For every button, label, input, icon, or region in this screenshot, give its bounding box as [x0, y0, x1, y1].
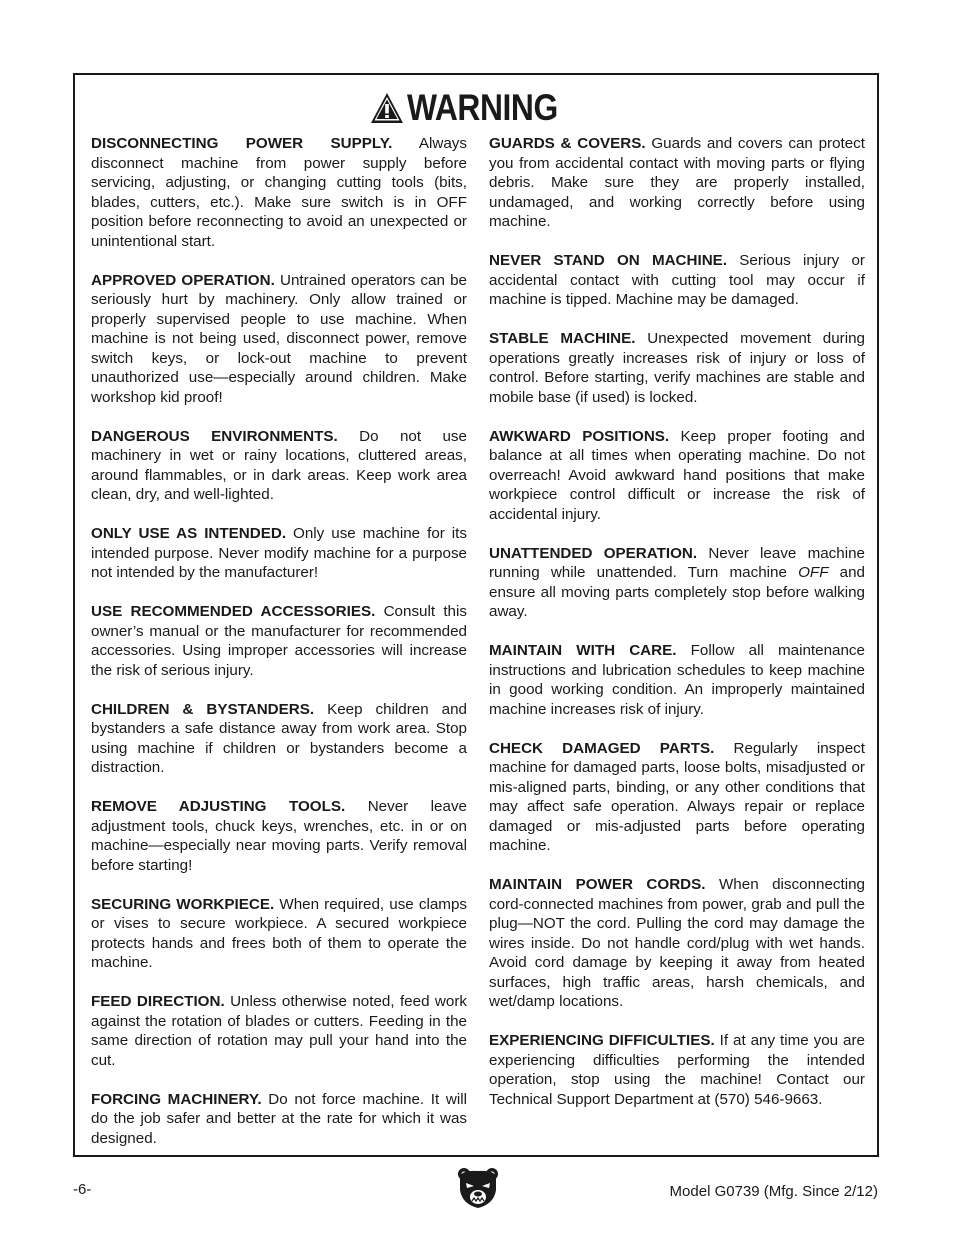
right-column — [489, 134, 865, 1129]
item-body: Only use machine for its intended purpose. Never modify machine for a purpose not intended by the manufacturer! — [91, 525, 467, 581]
warning-heading — [75, 89, 877, 126]
safety-item — [91, 992, 467, 1070]
item-title: APPROVED OPERATION. — [91, 271, 275, 289]
item-body: Unexpected movement during operations greatly increases risk of injury or loss of control. Before starting, verify machines are stable and mobile base (if used) is locked. — [489, 330, 865, 406]
item-body: If at any time you are experiencing difficulties performing the intended operation, stop using the machine! Contact our Technical Support Department at (570) 546-9663. — [489, 1032, 865, 1108]
item-body: Do not use machinery in wet or rainy locations, cluttered areas, around flammables, or in dark areas. Keep work area clean, dry, and well-lighted. — [91, 427, 467, 503]
safety-item — [91, 1090, 467, 1149]
item-title: UNATTENDED OPERATION. — [489, 544, 698, 562]
item-body: Consult this owner’s manual or the manufacturer for recommended accessories. Using improper accessories will increase the risk of serious injury. — [91, 603, 467, 679]
item-body: When disconnecting cord-connected machines from power, grab and pull the plug—NOT the cord. Pulling the cord may damage the wires inside. Do not handle cord/plug with wet hands. Avoid cord damage by keeping it away from heated surfaces, high traffic areas, harsh chemicals, and wet/damp locations. — [489, 876, 865, 1010]
item-body: Guards and covers can protect you from accidental contact with moving parts or flying debris. Make sure they are properly installed, undamaged, and working correctly before using machine. — [489, 135, 865, 230]
safety-item — [489, 641, 865, 719]
safety-item — [91, 271, 467, 408]
item-title: STABLE MACHINE. — [489, 330, 636, 347]
item-body: Follow all maintenance instructions and lubrication schedules to keep machine in good working condition. An improperly maintained machine increases risk of injury. — [489, 642, 865, 718]
safety-item — [91, 797, 467, 875]
safety-item — [489, 427, 865, 525]
safety-item — [489, 875, 865, 1012]
warning-title: WARNING — [407, 87, 559, 128]
item-body: Keep proper footing and balance at all times when operating machine. Do not overreach! Avoid awkward hand positions that make workpiece control difficult or increase the risk of accidental injury. — [489, 427, 865, 523]
item-title: REMOVE ADJUSTING TOOLS. — [91, 798, 346, 815]
left-column — [91, 134, 467, 1168]
item-body: Untrained operators can be seriously hurt by machinery. Only allow trained or properly supervised people to use machine. When machine is not being used, disconnect power, remove switch keys, or lock-out machine to prevent unauthorized use—especially around children. Make workshop kid proof! — [91, 271, 467, 406]
item-body: Regularly inspect machine for damaged parts, loose bolts, misadjusted or mis-aligned parts, binding, or any other conditions that may affect safe operation. Always repair or replace damaged or mis-adjusted parts before operating machine. — [489, 739, 865, 854]
safety-item — [489, 134, 865, 232]
safety-item — [91, 895, 467, 973]
item-title: GUARDS & COVERS. — [489, 135, 646, 152]
item-title: AWKWARD POSITIONS. — [489, 427, 670, 445]
safety-item — [489, 329, 865, 407]
item-body: Always disconnect machine from power supply before servicing, adjusting, or changing cutting tools (bits, blades, cutters, etc.). Make sure switch is in OFF position before reconnecting to avoid an unexpected or unintentional start. — [91, 135, 467, 250]
item-title: FORCING MACHINERY. — [91, 1090, 262, 1108]
item-title: FEED DIRECTION. — [91, 993, 225, 1010]
safety-item — [91, 134, 467, 251]
item-title: EXPERIENCING DIFFICULTIES. — [489, 1032, 715, 1049]
safety-item — [91, 524, 467, 583]
item-body: Keep children and bystanders a safe distance away from work area. Stop using machine if children or bystanders become a distraction. — [91, 700, 467, 776]
warning-triangle-icon — [369, 91, 405, 125]
item-title: DISCONNECTING POWER SUPPLY. — [91, 135, 393, 152]
item-title: SECURING WORKPIECE. — [91, 895, 275, 913]
model-label: Model G0739 (Mfg. Since 2/12) — [669, 1183, 878, 1200]
item-title: MAINTAIN POWER CORDS. — [489, 876, 706, 893]
item-title: CHILDREN & BYSTANDERS. — [91, 700, 315, 718]
item-body: Unless otherwise noted, feed work against the rotation of blades or cutters. Feeding in the same direction of rotation may pull your hand into the cut. — [91, 993, 467, 1069]
item-body: When required, use clamps or vises to secure workpiece. A secured workpiece protects hands and frees both of them to operate the machine. — [91, 895, 468, 971]
safety-item — [91, 700, 467, 778]
item-title: DANGEROUS ENVIRONMENTS. — [91, 427, 338, 445]
item-body: Never leave adjustment tools, chuck keys, wrenches, etc. in or on machine—especially near moving parts. Verify removal before starting! — [91, 798, 467, 874]
item-title: USE RECOMMENDED ACCESSORIES. — [91, 603, 376, 620]
item-title: NEVER STAND ON MACHINE. — [489, 252, 728, 269]
item-title: CHECK DAMAGED PARTS. — [489, 739, 715, 757]
safety-item — [91, 427, 467, 505]
warning-box — [73, 73, 879, 1157]
safety-item — [91, 602, 467, 680]
item-body-after: and ensure all moving parts completely stop before walking away. — [489, 564, 865, 620]
bear-logo-icon — [456, 1166, 500, 1210]
item-body: Never leave machine running while unattended. Turn machine — [489, 544, 865, 581]
item-title: ONLY USE AS INTENDED. — [91, 525, 287, 542]
safety-item — [489, 251, 865, 310]
safety-item — [489, 1031, 865, 1109]
safety-item — [489, 739, 865, 856]
off-emphasis: OFF — [798, 564, 829, 581]
item-title: MAINTAIN WITH CARE. — [489, 642, 677, 659]
safety-item — [489, 544, 865, 622]
item-body: Do not force machine. It will do the job safer and better at the rate for which it was designed. — [91, 1090, 467, 1147]
item-body: Serious injury or accidental contact with cutting tool may occur if machine is tipped. Machine may be damaged. — [489, 252, 865, 308]
page-number: -6- — [73, 1181, 92, 1198]
